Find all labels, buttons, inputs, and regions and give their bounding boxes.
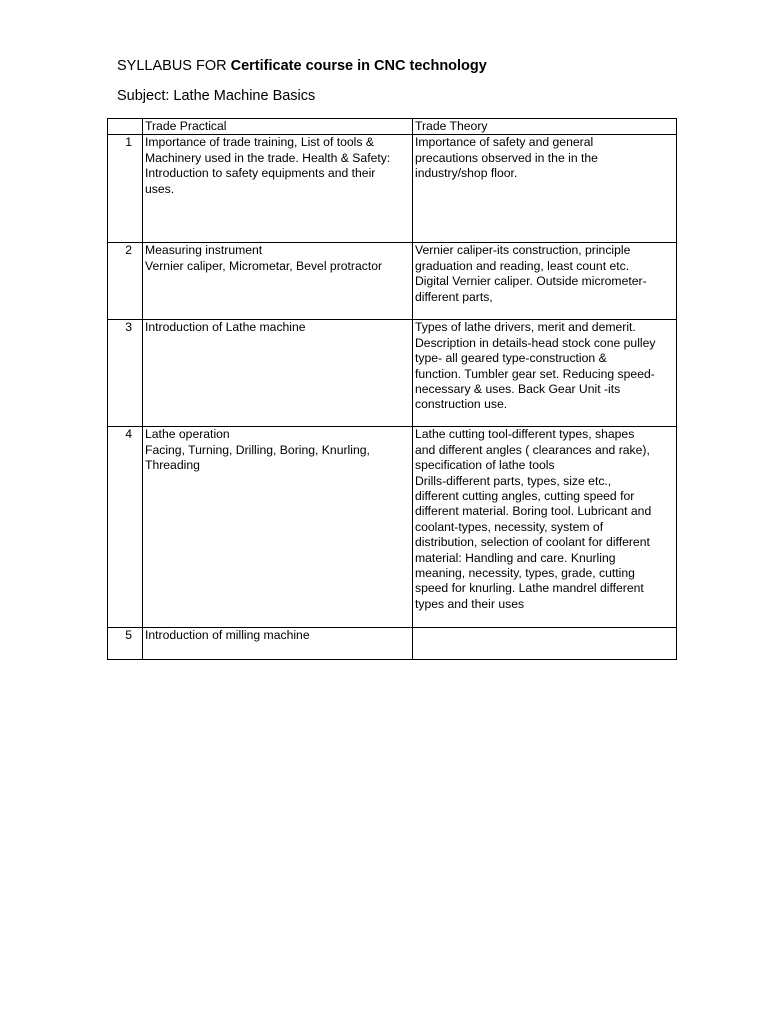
cell-line: Threading bbox=[145, 458, 200, 473]
cell-line: Importance of trade training, List of tools & bbox=[145, 135, 374, 150]
table-header-row bbox=[108, 119, 677, 135]
cell-line: meaning, necessity, types, grade, cutting bbox=[415, 566, 635, 581]
trade-practical-cell bbox=[143, 427, 413, 628]
row-number: 4 bbox=[108, 427, 143, 628]
page-title bbox=[117, 58, 487, 74]
header-cell-trade-practical: Trade Practical bbox=[143, 119, 413, 135]
cell-line: and different angles ( clearances and rake), bbox=[415, 442, 650, 457]
cell-line: Drills-different parts, types, size etc., bbox=[415, 473, 612, 488]
row-number: 1 bbox=[108, 135, 143, 243]
cell-line: industry/shop floor. bbox=[415, 166, 518, 181]
cell-line: Introduction of Lathe machine bbox=[145, 320, 306, 335]
cell-line: distribution, selection of coolant for different bbox=[415, 535, 650, 550]
cell-line: Lathe operation bbox=[145, 427, 230, 442]
cell-line: graduation and reading, least count etc. bbox=[415, 258, 630, 273]
title-prefix: SYLLABUS FOR bbox=[117, 58, 231, 74]
cell-line: types and their uses bbox=[415, 596, 525, 611]
trade-practical-cell bbox=[143, 628, 413, 660]
cell-line: Measuring instrument bbox=[145, 243, 263, 258]
cell-line: different cutting angles, cutting speed for bbox=[415, 489, 635, 504]
cell-line: material: Handling and care. Knurling bbox=[415, 550, 616, 565]
row-number: 2 bbox=[108, 243, 143, 320]
cell-line: construction use. bbox=[415, 397, 508, 412]
cell-line: Introduction of milling machine bbox=[145, 628, 310, 643]
trade-practical-cell bbox=[143, 243, 413, 320]
cell-line: precautions observed in the in the bbox=[415, 150, 598, 165]
trade-theory-cell bbox=[413, 427, 677, 628]
cell-line: Introduction to safety equipments and their bbox=[145, 166, 376, 181]
cell-line: Facing, Turning, Drilling, Boring, Knurling, bbox=[145, 442, 370, 457]
cell-line: speed for knurling. Lathe mandrel different bbox=[415, 581, 644, 596]
cell-line: necessary & uses. Back Gear Unit -its bbox=[415, 382, 621, 397]
trade-theory-cell bbox=[413, 243, 677, 320]
trade-practical-cell bbox=[143, 320, 413, 427]
table-row bbox=[108, 135, 677, 243]
syllabus-table bbox=[107, 118, 677, 660]
cell-line: Machinery used in the trade. Health & Safety: bbox=[145, 150, 391, 165]
row-number: 3 bbox=[108, 320, 143, 427]
trade-practical-cell bbox=[143, 135, 413, 243]
cell-line: different parts, bbox=[415, 289, 493, 304]
cell-line: different material. Boring tool. Lubricant and bbox=[415, 504, 652, 519]
cell-line: Vernier caliper, Micrometar, Bevel protractor bbox=[145, 258, 383, 273]
cell-line: Types of lathe drivers, merit and demerit. bbox=[415, 320, 636, 335]
title-course-name: Certificate course in CNC technology bbox=[230, 58, 487, 74]
subject-line: Subject: Lathe Machine Basics bbox=[117, 88, 316, 104]
trade-theory-cell bbox=[413, 628, 677, 660]
cell-line: uses. bbox=[145, 181, 175, 196]
cell-line: function. Tumbler gear set. Reducing speed- bbox=[415, 366, 655, 381]
header-cell-trade-theory: Trade Theory bbox=[413, 119, 677, 135]
cell-line: coolant-types, necessity, system of bbox=[415, 519, 604, 534]
trade-theory-cell bbox=[413, 135, 677, 243]
cell-line: Description in details-head stock cone pulley bbox=[415, 335, 656, 350]
header-cell-number bbox=[108, 119, 143, 135]
row-number: 5 bbox=[108, 628, 143, 660]
cell-line: Importance of safety and general bbox=[415, 135, 594, 150]
table-row bbox=[108, 320, 677, 427]
cell-line: Digital Vernier caliper. Outside micrometer- bbox=[415, 274, 647, 289]
cell-line: type- all geared type-construction & bbox=[415, 351, 607, 366]
cell-line: specification of lathe tools bbox=[415, 458, 555, 473]
cell-line: Vernier caliper-its construction, principle bbox=[415, 243, 631, 258]
table-row bbox=[108, 427, 677, 628]
trade-theory-cell bbox=[413, 320, 677, 427]
cell-line: Lathe cutting tool-different types, shapes bbox=[415, 427, 635, 442]
table-row bbox=[108, 243, 677, 320]
table-row bbox=[108, 628, 677, 660]
